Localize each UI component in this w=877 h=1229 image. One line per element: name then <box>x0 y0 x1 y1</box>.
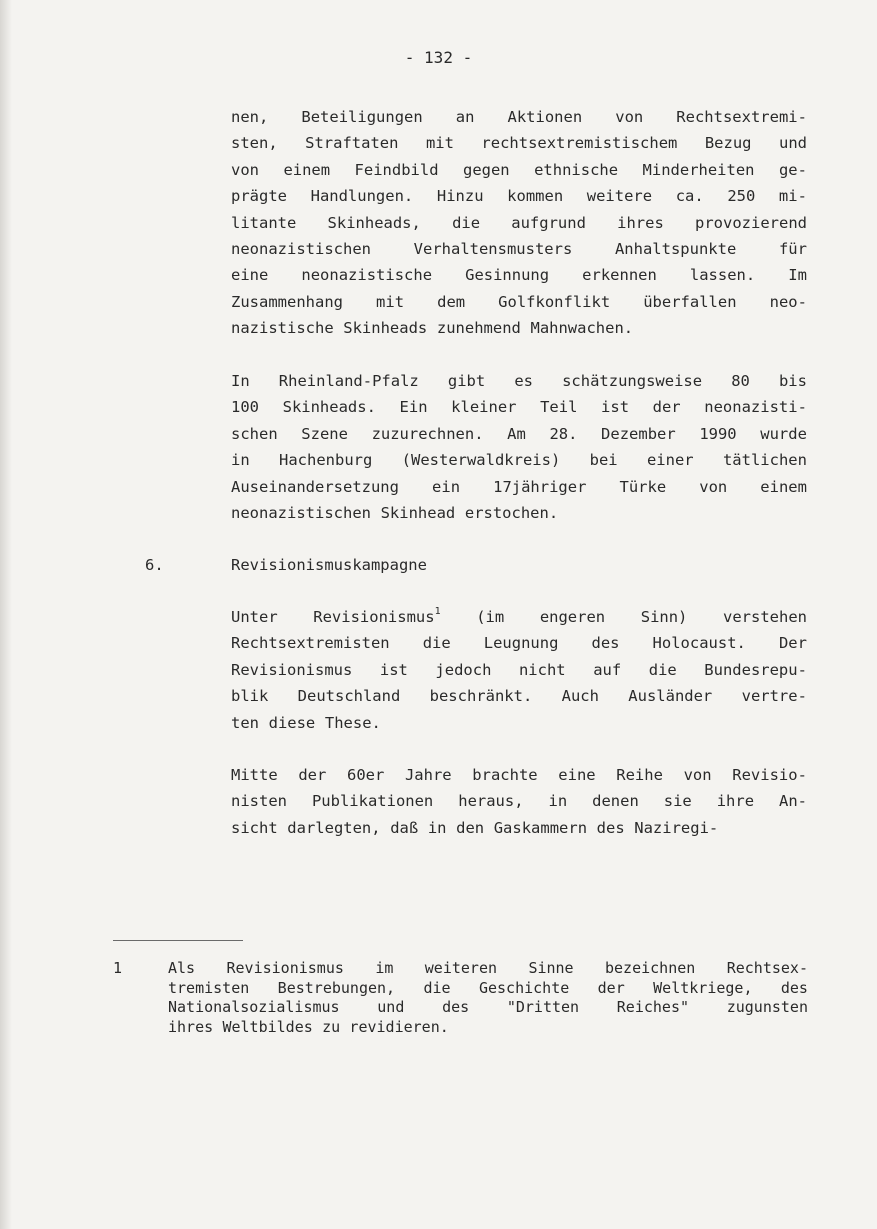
word: blik <box>231 687 269 706</box>
word: prägte <box>231 187 287 206</box>
word: Deutschland <box>297 687 401 706</box>
word: 60er <box>346 766 385 784</box>
word: aufgrund <box>511 213 586 232</box>
word: des <box>596 818 625 837</box>
word: die <box>422 634 451 653</box>
word: weitere <box>586 187 653 206</box>
word: 17jähriger <box>493 477 587 496</box>
text-line <box>231 236 807 262</box>
word: Revisionismus <box>231 660 353 679</box>
word: erkennen <box>582 266 657 285</box>
word: mi- <box>778 187 807 206</box>
word: Skinheads. <box>282 398 376 417</box>
word: An- <box>779 792 807 811</box>
word: verstehen <box>723 608 807 626</box>
word: von <box>683 766 712 784</box>
paragraph-revisionismus-definition <box>231 604 807 736</box>
word: litante <box>231 213 297 232</box>
word: beschränkt. <box>429 687 533 706</box>
word: vertre- <box>741 687 807 706</box>
word: nen, <box>231 108 269 126</box>
word: des <box>591 634 620 653</box>
word: Skinheads, <box>327 213 421 232</box>
word: zuzurechnen. <box>371 424 484 443</box>
word: neo- <box>769 292 807 311</box>
word: es <box>514 372 533 390</box>
word: einer <box>646 451 694 470</box>
word: Weltkriege, <box>653 978 753 997</box>
word: Publikationen <box>311 792 434 811</box>
word: Gesinnung <box>465 266 550 285</box>
word: darlegten, <box>287 818 381 837</box>
word: nicht <box>518 660 566 679</box>
word: tremisten <box>168 978 250 997</box>
word: sie <box>663 792 692 811</box>
word: These. <box>324 713 381 732</box>
word: gibt <box>447 372 486 390</box>
word: Geschichte <box>478 978 570 997</box>
word: ethnische <box>534 160 619 179</box>
word: wurde <box>760 424 807 443</box>
word: von <box>615 108 644 126</box>
word: ihres <box>168 1017 214 1036</box>
section-title: Revisionismuskampagne <box>231 556 427 574</box>
word: heraus, <box>458 792 524 811</box>
text-line <box>168 979 808 999</box>
text-line <box>231 210 807 236</box>
paragraph-skinheads-national <box>231 104 807 342</box>
paragraph-sixties-publications <box>231 762 807 841</box>
word: Sinn) <box>640 608 688 626</box>
word: Im <box>788 266 807 285</box>
word: Bestrebungen, <box>277 978 396 997</box>
text-line <box>168 959 808 979</box>
word: ein <box>432 477 461 496</box>
word: die <box>423 978 451 997</box>
word: 250 <box>727 187 756 206</box>
word: brachte <box>472 766 538 784</box>
word: der <box>298 766 327 784</box>
text-line <box>231 604 807 630</box>
word: Aktionen <box>507 108 583 126</box>
word: Sinne <box>528 959 574 977</box>
word: daß <box>390 818 419 837</box>
word: erstochen. <box>464 503 559 522</box>
text-line <box>231 394 807 420</box>
word: der <box>597 978 625 997</box>
word: In <box>231 372 250 390</box>
word: Reiches" <box>616 998 690 1016</box>
word: mit <box>425 134 454 153</box>
word: tätlichen <box>722 451 807 470</box>
word: provozierend <box>695 213 807 232</box>
word: 100 <box>231 398 259 417</box>
word: der <box>652 398 681 417</box>
text-line <box>168 998 808 1018</box>
word: schen <box>231 424 278 443</box>
word: neonazistischen <box>231 239 371 258</box>
word: Weltbildes <box>222 1017 313 1036</box>
word: ihre <box>716 792 755 811</box>
section-number: 6. <box>145 556 164 574</box>
word: nazistische <box>231 319 334 338</box>
word: Beteiligungen <box>301 108 423 126</box>
word: revidieren. <box>349 1017 449 1036</box>
text-line <box>231 315 807 341</box>
word: ihres <box>617 213 664 232</box>
word: und <box>778 134 807 153</box>
text-line <box>231 762 807 788</box>
word: Als <box>168 959 196 977</box>
word: weiteren <box>424 959 498 977</box>
word: Bundesrepu- <box>704 660 807 679</box>
word: neonazistische <box>301 266 433 285</box>
text-line <box>231 815 807 841</box>
word: Bezug <box>704 134 752 153</box>
word: im <box>375 959 394 977</box>
word: Auseinandersetzung <box>231 477 399 496</box>
word: Handlungen. <box>310 187 414 206</box>
word: Jahre <box>404 766 452 784</box>
word: an <box>455 108 475 126</box>
text-line <box>231 368 807 394</box>
word: eine <box>558 766 596 784</box>
word: 80 <box>731 372 750 390</box>
word: denen <box>592 792 639 811</box>
text-line <box>231 262 807 288</box>
word: Rheinland-Pfalz <box>278 372 419 390</box>
word: zunehmend <box>436 319 521 338</box>
word: engeren <box>539 608 606 626</box>
word: neonazisti- <box>704 398 807 417</box>
word: Szene <box>301 424 348 443</box>
word: zugunsten <box>726 998 808 1016</box>
text-line <box>231 183 807 209</box>
word: Mitte <box>231 766 278 784</box>
word: in <box>427 818 447 837</box>
word: rechtsextremistischem <box>481 134 678 153</box>
page-number: - 132 - <box>404 48 473 67</box>
word: ge- <box>778 160 807 179</box>
word: den <box>456 818 485 837</box>
footnote-reference: 1 <box>434 605 441 617</box>
text-line <box>231 788 807 814</box>
word: einem <box>283 160 331 179</box>
word: Der <box>778 634 807 653</box>
word: diese <box>268 713 316 732</box>
word: 28. <box>549 424 578 443</box>
word: auf <box>593 660 622 679</box>
word: Am <box>507 424 526 443</box>
word: die <box>452 213 481 232</box>
word: einem <box>760 477 807 496</box>
word: Feindbild <box>354 160 439 179</box>
word: mit <box>376 292 405 311</box>
word: Hachenburg <box>279 451 373 470</box>
word: in <box>231 451 250 470</box>
word: Leugnung <box>483 634 559 653</box>
text-line <box>231 500 807 526</box>
word: Nationalsozialismus <box>168 998 340 1016</box>
word: bei <box>589 451 618 470</box>
text-line <box>231 104 807 130</box>
word: Anhaltspunkte <box>614 239 737 258</box>
word: des <box>442 998 470 1016</box>
scan-edge-shadow <box>0 0 12 1229</box>
word: Straftaten <box>305 134 399 153</box>
word: ist <box>379 660 408 679</box>
word: Holocaust. <box>652 634 746 653</box>
word: gegen <box>462 160 510 179</box>
word: Revisio- <box>732 766 807 784</box>
word: in <box>548 792 568 811</box>
text-line <box>231 710 807 736</box>
word: Ein <box>399 398 428 417</box>
text-line <box>231 421 807 447</box>
word: Reihe <box>616 766 663 784</box>
word: Rechtsextremisten <box>231 634 390 653</box>
word: Golfkonflikt <box>498 292 611 311</box>
word: Ausländer <box>628 687 713 706</box>
word: Gaskammern <box>493 818 588 837</box>
word: sicht <box>231 818 278 837</box>
footnote-text <box>168 959 808 1037</box>
word: Skinheads <box>343 319 428 338</box>
paragraph-rheinland-pfalz <box>231 368 807 526</box>
text-line <box>231 157 807 183</box>
word: Hinzu <box>436 187 484 206</box>
word: Skinhead <box>380 503 456 522</box>
word: Revisionismus <box>313 608 435 626</box>
word: eine <box>231 266 269 285</box>
word: Auch <box>561 687 599 706</box>
word: Zusammenhang <box>231 292 343 311</box>
word: von <box>231 160 259 179</box>
word: (Westerwaldkreis) <box>401 451 561 470</box>
word: Unter <box>231 608 278 626</box>
word: Türke <box>619 477 667 496</box>
word: "Dritten <box>506 998 580 1016</box>
word: bezeichnen <box>605 959 696 977</box>
word: des <box>780 978 808 997</box>
word: Revisionismus <box>226 959 344 977</box>
word: dem <box>437 292 466 311</box>
word: Minderheiten <box>642 160 755 179</box>
word: zu <box>322 1017 341 1036</box>
footnote-marker: 1 <box>113 959 123 977</box>
word: lassen. <box>689 266 756 285</box>
word: kleiner <box>451 398 517 417</box>
footnote-separator <box>113 940 243 941</box>
text-line <box>231 474 807 500</box>
text-line <box>168 1018 808 1038</box>
word: schätzungsweise <box>562 372 703 390</box>
text-line <box>231 130 807 156</box>
word: Rechtsextremi- <box>676 108 807 126</box>
word: Mahnwachen. <box>530 319 634 338</box>
word: und <box>377 998 405 1016</box>
text-line <box>231 447 807 473</box>
word: jedoch <box>435 660 492 679</box>
text-line <box>231 683 807 709</box>
word: ten <box>231 713 259 732</box>
word: Rechtsex- <box>726 959 808 977</box>
word: ca. <box>675 187 704 206</box>
word: sten, <box>231 134 278 153</box>
word: bis <box>778 372 807 390</box>
text-line <box>231 657 807 683</box>
word: nisten <box>231 792 287 811</box>
word: ist <box>601 398 630 417</box>
word-with-footnote <box>313 604 440 630</box>
word: 1990 <box>699 424 737 443</box>
text-line <box>231 630 807 656</box>
word: Dezember <box>601 424 676 443</box>
word: von <box>699 477 728 496</box>
word: neonazistischen <box>231 503 371 522</box>
word: Naziregi- <box>634 818 719 837</box>
text-line <box>231 289 807 315</box>
word: (im <box>476 608 505 626</box>
word: die <box>648 660 677 679</box>
word: Teil <box>540 398 578 417</box>
word: für <box>778 239 807 258</box>
word: überfallen <box>643 292 737 311</box>
word: kommen <box>507 187 564 206</box>
word: Verhaltensmusters <box>413 239 573 258</box>
